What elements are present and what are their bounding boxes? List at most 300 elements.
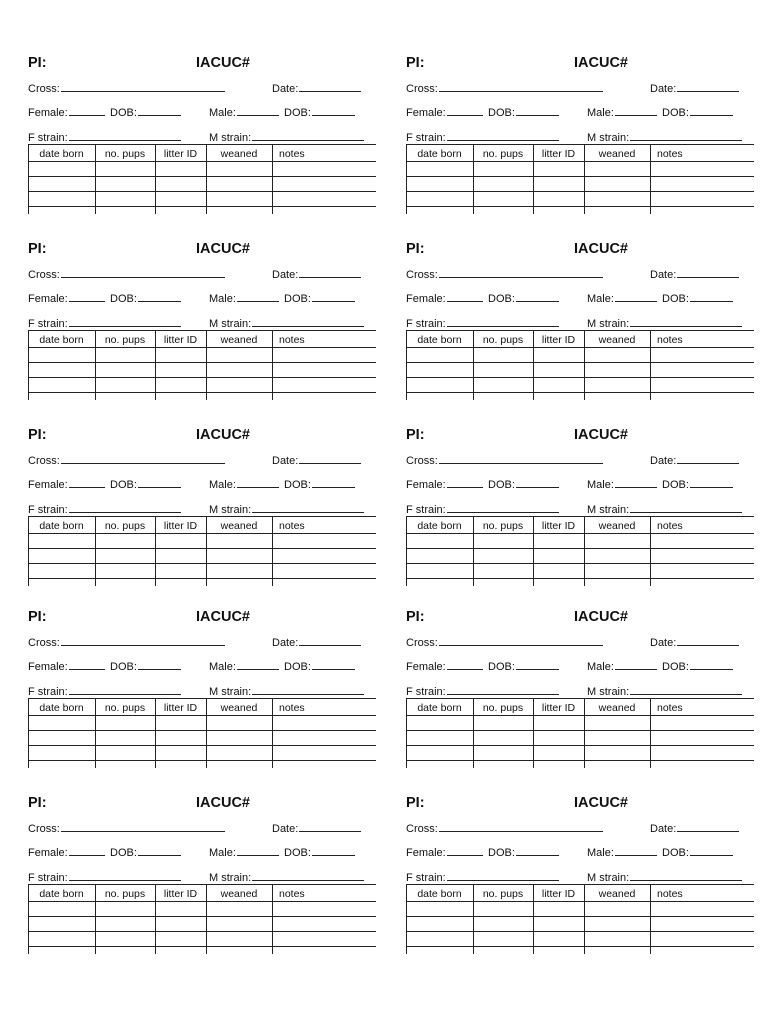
date-field[interactable] bbox=[650, 266, 739, 282]
table-top-rule bbox=[28, 330, 376, 331]
column-header-notes: notes bbox=[657, 148, 683, 160]
female-dob-label: DOB: bbox=[110, 293, 137, 305]
cross-label: Cross: bbox=[28, 823, 60, 835]
table-row-rule bbox=[28, 916, 376, 917]
date-field[interactable] bbox=[272, 266, 361, 282]
m-strain-label: M strain: bbox=[209, 686, 252, 698]
date-blank-line[interactable] bbox=[299, 80, 361, 92]
column-header-litter-id: litter ID bbox=[541, 520, 576, 532]
table-top-rule bbox=[406, 144, 754, 145]
date-label: Date: bbox=[272, 269, 299, 281]
table-header-rule bbox=[406, 715, 754, 716]
female-label: Female: bbox=[28, 293, 68, 305]
column-header-no-pups: no. pups bbox=[482, 520, 524, 532]
m-strain-blank-line[interactable] bbox=[252, 683, 364, 695]
female-blank-line[interactable] bbox=[69, 104, 105, 116]
date-field[interactable] bbox=[272, 634, 361, 650]
date-field[interactable] bbox=[650, 80, 739, 96]
female-blank-line[interactable] bbox=[69, 476, 105, 488]
male-blank-line[interactable] bbox=[237, 290, 279, 302]
male-blank-line[interactable] bbox=[237, 658, 279, 670]
male-blank-line[interactable] bbox=[615, 104, 657, 116]
male-dob-label: DOB: bbox=[284, 107, 311, 119]
cross-blank-line[interactable] bbox=[61, 820, 225, 832]
date-blank-line[interactable] bbox=[677, 452, 739, 464]
table-header-rule bbox=[406, 901, 754, 902]
female-blank-line[interactable] bbox=[447, 290, 483, 302]
table-row-rule bbox=[406, 946, 754, 947]
column-header-notes: notes bbox=[657, 520, 683, 532]
f-strain-field[interactable] bbox=[28, 683, 181, 699]
date-blank-line[interactable] bbox=[299, 634, 361, 646]
female-field[interactable] bbox=[28, 104, 105, 120]
f-strain-blank-line[interactable] bbox=[69, 501, 181, 513]
cross-field[interactable] bbox=[406, 634, 603, 650]
female-dob-field[interactable] bbox=[110, 658, 181, 674]
m-strain-blank-line[interactable] bbox=[630, 501, 742, 513]
female-field[interactable] bbox=[28, 844, 105, 860]
male-field[interactable] bbox=[209, 844, 279, 860]
litter-table bbox=[28, 144, 376, 214]
female-field[interactable] bbox=[28, 476, 105, 492]
table-top-rule bbox=[28, 884, 376, 885]
m-strain-blank-line[interactable] bbox=[252, 869, 364, 881]
female-dob-label: DOB: bbox=[110, 479, 137, 491]
pi-label: PI: bbox=[28, 795, 47, 811]
female-blank-line[interactable] bbox=[447, 104, 483, 116]
female-blank-line[interactable] bbox=[447, 476, 483, 488]
date-blank-line[interactable] bbox=[677, 820, 739, 832]
female-dob-blank-line[interactable] bbox=[516, 844, 559, 856]
cross-field[interactable] bbox=[406, 80, 603, 96]
female-dob-field[interactable] bbox=[488, 290, 559, 306]
cross-blank-line[interactable] bbox=[439, 452, 603, 464]
column-header-notes: notes bbox=[279, 334, 305, 346]
female-dob-field[interactable] bbox=[110, 844, 181, 860]
table-row-rule bbox=[28, 760, 376, 761]
m-strain-blank-line[interactable] bbox=[630, 129, 742, 141]
date-label: Date: bbox=[650, 637, 677, 649]
female-dob-field[interactable] bbox=[488, 104, 559, 120]
male-dob-label: DOB: bbox=[662, 293, 689, 305]
breeding-record-card bbox=[406, 241, 756, 413]
female-dob-label: DOB: bbox=[488, 107, 515, 119]
male-dob-blank-line[interactable] bbox=[690, 476, 733, 488]
m-strain-label: M strain: bbox=[587, 872, 630, 884]
male-field[interactable] bbox=[209, 476, 279, 492]
m-strain-label: M strain: bbox=[209, 132, 252, 144]
female-dob-blank-line[interactable] bbox=[138, 476, 181, 488]
cross-blank-line[interactable] bbox=[439, 80, 603, 92]
table-header-rule bbox=[406, 533, 754, 534]
m-strain-field[interactable] bbox=[587, 869, 742, 885]
male-dob-label: DOB: bbox=[662, 107, 689, 119]
column-header-no-pups: no. pups bbox=[482, 334, 524, 346]
male-dob-field[interactable] bbox=[284, 290, 355, 306]
male-dob-field[interactable] bbox=[284, 844, 355, 860]
female-dob-label: DOB: bbox=[488, 661, 515, 673]
date-field[interactable] bbox=[272, 80, 361, 96]
table-header-rule bbox=[406, 161, 754, 162]
male-dob-field[interactable] bbox=[662, 844, 733, 860]
m-strain-field[interactable] bbox=[209, 315, 364, 331]
column-header-litter-id: litter ID bbox=[163, 888, 198, 900]
female-blank-line[interactable] bbox=[69, 290, 105, 302]
table-row-rule bbox=[406, 377, 754, 378]
female-field[interactable] bbox=[406, 290, 483, 306]
m-strain-label: M strain: bbox=[587, 504, 630, 516]
column-header-date-born: date born bbox=[417, 334, 462, 346]
female-dob-label: DOB: bbox=[488, 479, 515, 491]
date-field[interactable] bbox=[650, 820, 739, 836]
column-header-notes: notes bbox=[657, 334, 683, 346]
f-strain-label: F strain: bbox=[28, 686, 68, 698]
table-row-rule bbox=[28, 563, 376, 564]
cross-blank-line[interactable] bbox=[61, 266, 225, 278]
m-strain-field[interactable] bbox=[587, 501, 742, 517]
male-dob-field[interactable] bbox=[662, 104, 733, 120]
male-dob-label: DOB: bbox=[662, 479, 689, 491]
column-header-no-pups: no. pups bbox=[482, 888, 524, 900]
m-strain-field[interactable] bbox=[209, 501, 364, 517]
f-strain-field[interactable] bbox=[406, 869, 559, 885]
female-label: Female: bbox=[28, 847, 68, 859]
f-strain-field[interactable] bbox=[28, 869, 181, 885]
litter-table bbox=[28, 516, 376, 586]
cross-label: Cross: bbox=[406, 455, 438, 467]
female-field[interactable] bbox=[406, 104, 483, 120]
date-blank-line[interactable] bbox=[677, 634, 739, 646]
female-dob-field[interactable] bbox=[110, 104, 181, 120]
male-dob-field[interactable] bbox=[662, 290, 733, 306]
cross-field[interactable] bbox=[28, 820, 225, 836]
breeding-record-card bbox=[28, 609, 378, 781]
litter-table bbox=[406, 516, 754, 586]
m-strain-label: M strain: bbox=[587, 132, 630, 144]
table-column-divider bbox=[272, 144, 273, 214]
litter-table bbox=[406, 884, 754, 954]
male-dob-field[interactable] bbox=[284, 476, 355, 492]
cross-field[interactable] bbox=[406, 820, 603, 836]
male-dob-blank-line[interactable] bbox=[690, 290, 733, 302]
table-column-divider bbox=[650, 698, 651, 768]
date-blank-line[interactable] bbox=[299, 452, 361, 464]
cross-blank-line[interactable] bbox=[439, 820, 603, 832]
date-label: Date: bbox=[650, 83, 677, 95]
female-label: Female: bbox=[406, 479, 446, 491]
female-field[interactable] bbox=[28, 290, 105, 306]
male-field[interactable] bbox=[587, 290, 657, 306]
table-column-divider bbox=[272, 884, 273, 954]
male-dob-field[interactable] bbox=[284, 658, 355, 674]
table-row-rule bbox=[28, 176, 376, 177]
date-field[interactable] bbox=[650, 634, 739, 650]
column-header-weaned: weaned bbox=[598, 148, 636, 160]
date-blank-line[interactable] bbox=[299, 820, 361, 832]
male-dob-label: DOB: bbox=[284, 661, 311, 673]
f-strain-blank-line[interactable] bbox=[447, 683, 559, 695]
column-header-date-born: date born bbox=[39, 148, 84, 160]
f-strain-label: F strain: bbox=[28, 872, 68, 884]
cross-blank-line[interactable] bbox=[61, 80, 225, 92]
male-dob-blank-line[interactable] bbox=[690, 658, 733, 670]
litter-table bbox=[28, 884, 376, 954]
table-row-rule bbox=[406, 563, 754, 564]
iacuc-label: IACUC# bbox=[574, 427, 628, 443]
female-dob-field[interactable] bbox=[488, 658, 559, 674]
cross-blank-line[interactable] bbox=[439, 634, 603, 646]
m-strain-blank-line[interactable] bbox=[630, 315, 742, 327]
table-row-rule bbox=[28, 745, 376, 746]
table-row-rule bbox=[28, 377, 376, 378]
m-strain-blank-line[interactable] bbox=[630, 869, 742, 881]
m-strain-blank-line[interactable] bbox=[630, 683, 742, 695]
female-field[interactable] bbox=[28, 658, 105, 674]
pi-label: PI: bbox=[406, 609, 425, 625]
m-strain-label: M strain: bbox=[587, 318, 630, 330]
f-strain-label: F strain: bbox=[406, 504, 446, 516]
m-strain-blank-line[interactable] bbox=[252, 501, 364, 513]
table-column-divider bbox=[650, 330, 651, 400]
litter-table bbox=[28, 330, 376, 400]
table-row-rule bbox=[406, 548, 754, 549]
cross-blank-line[interactable] bbox=[61, 452, 225, 464]
female-dob-blank-line[interactable] bbox=[516, 658, 559, 670]
male-dob-blank-line[interactable] bbox=[312, 476, 355, 488]
female-blank-line[interactable] bbox=[69, 658, 105, 670]
f-strain-blank-line[interactable] bbox=[447, 315, 559, 327]
male-field[interactable] bbox=[587, 104, 657, 120]
date-label: Date: bbox=[650, 823, 677, 835]
breeding-record-card bbox=[28, 795, 378, 967]
cross-blank-line[interactable] bbox=[439, 266, 603, 278]
column-header-notes: notes bbox=[279, 888, 305, 900]
date-blank-line[interactable] bbox=[677, 80, 739, 92]
table-header-rule bbox=[28, 901, 376, 902]
cross-label: Cross: bbox=[406, 823, 438, 835]
f-strain-blank-line[interactable] bbox=[447, 501, 559, 513]
cross-blank-line[interactable] bbox=[61, 634, 225, 646]
cross-label: Cross: bbox=[28, 637, 60, 649]
f-strain-field[interactable] bbox=[406, 683, 559, 699]
female-dob-field[interactable] bbox=[488, 476, 559, 492]
female-blank-line[interactable] bbox=[447, 658, 483, 670]
female-label: Female: bbox=[406, 107, 446, 119]
female-field[interactable] bbox=[406, 476, 483, 492]
cross-label: Cross: bbox=[28, 83, 60, 95]
breeding-record-card bbox=[406, 609, 756, 781]
iacuc-label: IACUC# bbox=[574, 241, 628, 257]
f-strain-field[interactable] bbox=[406, 315, 559, 331]
female-dob-blank-line[interactable] bbox=[138, 290, 181, 302]
date-blank-line[interactable] bbox=[299, 266, 361, 278]
m-strain-field[interactable] bbox=[209, 129, 364, 145]
male-dob-label: DOB: bbox=[284, 479, 311, 491]
f-strain-blank-line[interactable] bbox=[447, 869, 559, 881]
female-dob-field[interactable] bbox=[110, 476, 181, 492]
female-blank-line[interactable] bbox=[69, 844, 105, 856]
male-dob-blank-line[interactable] bbox=[312, 658, 355, 670]
f-strain-field[interactable] bbox=[28, 501, 181, 517]
litter-table bbox=[406, 330, 754, 400]
male-dob-field[interactable] bbox=[662, 658, 733, 674]
cross-field[interactable] bbox=[406, 452, 603, 468]
column-header-no-pups: no. pups bbox=[482, 148, 524, 160]
female-label: Female: bbox=[28, 107, 68, 119]
male-blank-line[interactable] bbox=[615, 476, 657, 488]
table-column-divider bbox=[650, 884, 651, 954]
table-top-rule bbox=[28, 516, 376, 517]
female-label: Female: bbox=[28, 661, 68, 673]
cross-field[interactable] bbox=[28, 634, 225, 650]
m-strain-label: M strain: bbox=[209, 318, 252, 330]
column-header-weaned: weaned bbox=[598, 520, 636, 532]
date-field[interactable] bbox=[272, 820, 361, 836]
m-strain-field[interactable] bbox=[209, 869, 364, 885]
date-label: Date: bbox=[272, 83, 299, 95]
male-field[interactable] bbox=[209, 658, 279, 674]
male-field[interactable] bbox=[587, 658, 657, 674]
male-dob-field[interactable] bbox=[662, 476, 733, 492]
column-header-notes: notes bbox=[657, 888, 683, 900]
female-dob-field[interactable] bbox=[488, 844, 559, 860]
male-blank-line[interactable] bbox=[237, 104, 279, 116]
date-label: Date: bbox=[272, 823, 299, 835]
cross-field[interactable] bbox=[28, 80, 225, 96]
breeding-record-card bbox=[406, 55, 756, 227]
breeding-record-card bbox=[28, 55, 378, 227]
female-dob-blank-line[interactable] bbox=[138, 844, 181, 856]
male-blank-line[interactable] bbox=[615, 844, 657, 856]
f-strain-field[interactable] bbox=[406, 501, 559, 517]
column-header-no-pups: no. pups bbox=[104, 702, 146, 714]
male-dob-blank-line[interactable] bbox=[312, 844, 355, 856]
column-header-notes: notes bbox=[657, 702, 683, 714]
date-field[interactable] bbox=[650, 452, 739, 468]
f-strain-label: F strain: bbox=[28, 504, 68, 516]
f-strain-blank-line[interactable] bbox=[447, 129, 559, 141]
table-row-rule bbox=[406, 176, 754, 177]
male-field[interactable] bbox=[209, 290, 279, 306]
male-dob-blank-line[interactable] bbox=[312, 104, 355, 116]
male-dob-blank-line[interactable] bbox=[690, 104, 733, 116]
f-strain-label: F strain: bbox=[28, 318, 68, 330]
table-row-rule bbox=[28, 931, 376, 932]
table-top-rule bbox=[406, 330, 754, 331]
male-label: Male: bbox=[209, 847, 236, 859]
table-row-rule bbox=[406, 931, 754, 932]
breeding-record-card bbox=[28, 427, 378, 599]
female-dob-label: DOB: bbox=[488, 293, 515, 305]
table-column-divider bbox=[272, 330, 273, 400]
female-dob-label: DOB: bbox=[110, 661, 137, 673]
f-strain-field[interactable] bbox=[28, 129, 181, 145]
male-label: Male: bbox=[587, 293, 614, 305]
female-dob-field[interactable] bbox=[110, 290, 181, 306]
f-strain-blank-line[interactable] bbox=[69, 129, 181, 141]
male-blank-line[interactable] bbox=[237, 844, 279, 856]
cross-field[interactable] bbox=[28, 452, 225, 468]
column-header-no-pups: no. pups bbox=[482, 702, 524, 714]
table-row-rule bbox=[406, 745, 754, 746]
column-header-litter-id: litter ID bbox=[163, 148, 198, 160]
column-header-litter-id: litter ID bbox=[163, 334, 198, 346]
m-strain-field[interactable] bbox=[209, 683, 364, 699]
table-row-rule bbox=[28, 578, 376, 579]
female-dob-blank-line[interactable] bbox=[516, 290, 559, 302]
male-field[interactable] bbox=[587, 844, 657, 860]
m-strain-field[interactable] bbox=[587, 315, 742, 331]
m-strain-field[interactable] bbox=[587, 683, 742, 699]
column-header-weaned: weaned bbox=[598, 702, 636, 714]
f-strain-blank-line[interactable] bbox=[69, 683, 181, 695]
male-blank-line[interactable] bbox=[237, 476, 279, 488]
female-label: Female: bbox=[406, 847, 446, 859]
f-strain-blank-line[interactable] bbox=[69, 869, 181, 881]
table-top-rule bbox=[28, 144, 376, 145]
f-strain-field[interactable] bbox=[406, 129, 559, 145]
female-blank-line[interactable] bbox=[447, 844, 483, 856]
table-row-rule bbox=[406, 730, 754, 731]
table-row-rule bbox=[406, 760, 754, 761]
pi-label: PI: bbox=[406, 241, 425, 257]
pi-label: PI: bbox=[28, 241, 47, 257]
female-dob-blank-line[interactable] bbox=[516, 476, 559, 488]
male-blank-line[interactable] bbox=[615, 290, 657, 302]
f-strain-label: F strain: bbox=[406, 686, 446, 698]
male-field[interactable] bbox=[209, 104, 279, 120]
male-dob-blank-line[interactable] bbox=[312, 290, 355, 302]
iacuc-label: IACUC# bbox=[196, 241, 250, 257]
male-blank-line[interactable] bbox=[615, 658, 657, 670]
date-blank-line[interactable] bbox=[677, 266, 739, 278]
iacuc-label: IACUC# bbox=[196, 609, 250, 625]
date-label: Date: bbox=[650, 455, 677, 467]
cross-field[interactable] bbox=[28, 266, 225, 282]
female-dob-blank-line[interactable] bbox=[516, 104, 559, 116]
cross-label: Cross: bbox=[28, 455, 60, 467]
m-strain-field[interactable] bbox=[587, 129, 742, 145]
male-dob-blank-line[interactable] bbox=[690, 844, 733, 856]
female-field[interactable] bbox=[406, 658, 483, 674]
cross-field[interactable] bbox=[406, 266, 603, 282]
date-field[interactable] bbox=[272, 452, 361, 468]
column-header-litter-id: litter ID bbox=[163, 702, 198, 714]
column-header-weaned: weaned bbox=[220, 148, 258, 160]
breeding-record-card bbox=[28, 241, 378, 413]
column-header-litter-id: litter ID bbox=[541, 702, 576, 714]
m-strain-blank-line[interactable] bbox=[252, 315, 364, 327]
m-strain-blank-line[interactable] bbox=[252, 129, 364, 141]
male-dob-field[interactable] bbox=[284, 104, 355, 120]
female-field[interactable] bbox=[406, 844, 483, 860]
date-label: Date: bbox=[272, 455, 299, 467]
f-strain-blank-line[interactable] bbox=[69, 315, 181, 327]
column-header-weaned: weaned bbox=[220, 702, 258, 714]
f-strain-field[interactable] bbox=[28, 315, 181, 331]
male-field[interactable] bbox=[587, 476, 657, 492]
date-label: Date: bbox=[650, 269, 677, 281]
iacuc-label: IACUC# bbox=[574, 609, 628, 625]
cross-label: Cross: bbox=[406, 83, 438, 95]
male-dob-label: DOB: bbox=[662, 847, 689, 859]
table-header-rule bbox=[28, 347, 376, 348]
column-header-date-born: date born bbox=[39, 334, 84, 346]
female-dob-blank-line[interactable] bbox=[138, 658, 181, 670]
f-strain-label: F strain: bbox=[406, 872, 446, 884]
female-dob-blank-line[interactable] bbox=[138, 104, 181, 116]
table-row-rule bbox=[28, 206, 376, 207]
